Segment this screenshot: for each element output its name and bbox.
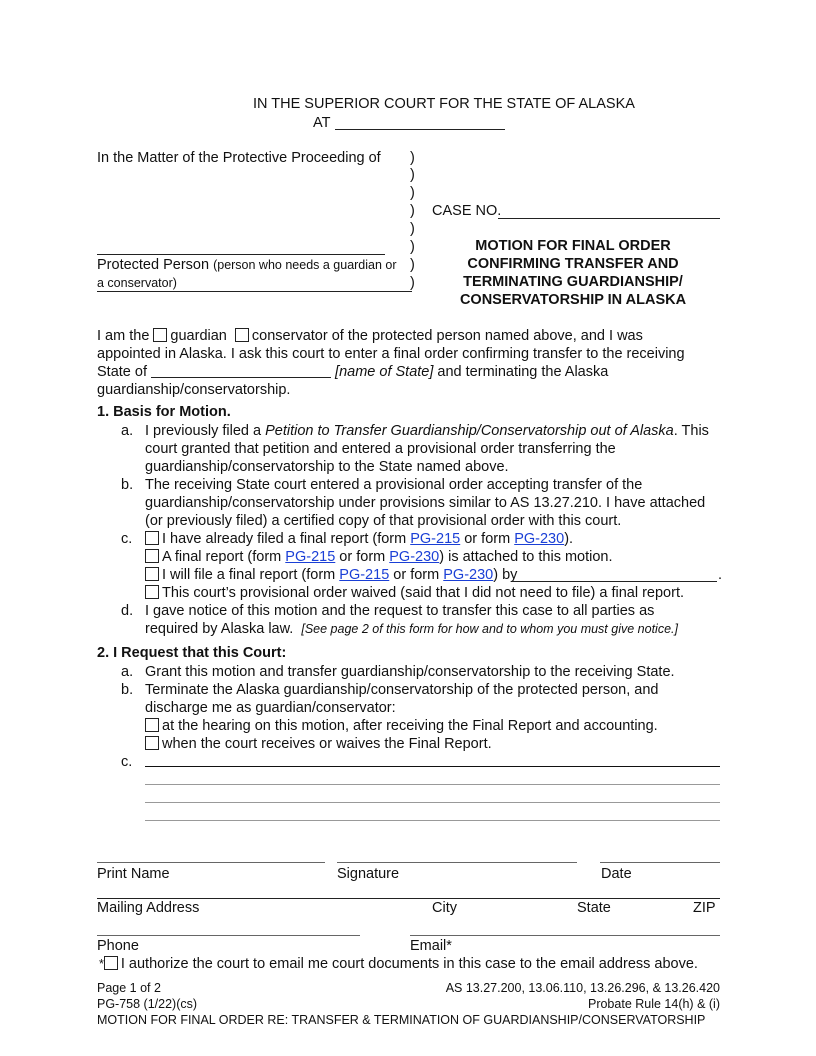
item-1b-line: The receiving State court entered a provisional order accepting transfer of the [145,477,643,493]
paren: ) [410,257,415,273]
when-received-checkbox[interactable] [145,736,159,750]
item-label: b. [121,477,134,493]
section-1-heading: 1. Basis for Motion. [97,404,231,420]
option-when-received: when the court receives or waives the Final Report. [145,736,492,753]
email-authorization: * I authorize the court to email me court documents in this case to the email address above. [99,956,698,972]
guardian-checkbox[interactable] [153,328,167,342]
signature-label: Signature [337,866,400,882]
item-label: a. [121,664,134,680]
paren: ) [410,150,415,166]
statutes: AS 13.27.200, 13.06.110, 13.26.296, & 13.26.420 [445,981,720,995]
phone-field[interactable] [97,935,360,936]
item-2a-line: Grant this motion and transfer guardianship/conservatorship to the receiving State. [145,664,675,680]
will-file-checkbox[interactable] [145,567,159,581]
at-hearing-checkbox[interactable] [145,718,159,732]
signature-field[interactable] [337,862,577,863]
intro-line-4: guardianship/conservatorship. [97,382,291,398]
zip-label: ZIP [693,900,716,916]
item-label: a. [121,423,134,439]
paren: ) [410,203,415,219]
document-title-line: CONFIRMING TRANSFER AND [467,256,679,272]
at-location-field[interactable] [335,129,505,130]
other-request-field[interactable] [145,802,720,803]
item-1b-line: guardianship/conservatorship under provisions similar to AS 13.27.210. I have attached [145,495,706,511]
item-label: d. [121,603,134,619]
print-name-label: Print Name [97,866,170,882]
paren: ) [410,275,415,291]
other-request-field[interactable] [145,784,720,785]
item-1a-line: court granted that petition and entered a provisional order transferring the [145,441,616,457]
item-1a-line: I previously filed a Petition to Transfer Guardianship/Conservatorship out of Alaska. This [145,423,709,439]
intro-line-2: appointed in Alaska. I ask this court to enter a final order confirming transfer to the receiving [97,346,685,362]
paren: ) [410,185,415,201]
item-1a-line: guardianship/conservatorship to the State named above. [145,459,509,475]
receiving-state-field[interactable] [151,364,331,378]
state-label: State [577,900,611,916]
matter-label: In the Matter of the Protective Proceeding of [97,150,381,166]
case-no-label: CASE NO. [432,203,502,219]
item-1d-line: I gave notice of this motion and the request to transfer this case to all parties as [145,603,655,619]
paren: ) [410,221,415,237]
phone-label: Phone [97,938,139,954]
pg-230-link[interactable]: PG-230 [514,531,565,547]
option-already-filed: I have already filed a final report (form PG-215 or form PG-230). [145,531,573,548]
attached-checkbox[interactable] [145,549,159,563]
mailing-address-field[interactable] [97,898,720,899]
document-title-line: CONSERVATORSHIP IN ALASKA [459,292,687,308]
paren: ) [410,167,415,183]
item-label: b. [121,682,134,698]
will-file-date-field[interactable] [512,581,717,582]
waived-checkbox[interactable] [145,585,159,599]
item-2b-line: discharge me as guardian/conservator: [145,700,396,716]
item-1d-line: required by Alaska law. [See page 2 of this form for how and to whom you must give notice.] [145,621,678,637]
protected-person-label: Protected Person (person who needs a guardian or [97,257,397,273]
underline [97,291,412,292]
document-title-line: MOTION FOR FINAL ORDER [475,238,671,254]
option-waived: This court’s provisional order waived (said that I did not need to file) a final report. [145,585,684,602]
email-label: Email* [410,938,452,954]
section-2-heading: 2. I Request that this Court: [97,645,287,661]
other-request-field[interactable] [145,820,720,821]
email-field[interactable] [410,935,720,936]
other-request-field[interactable] [145,766,720,767]
option-at-hearing: at the hearing on this motion, after receiving the Final Report and accounting. [145,718,658,735]
page-number: Page 1 of 2 [97,981,161,995]
paren: ) [410,239,415,255]
at-label: AT [313,115,331,131]
period: . [718,567,723,583]
pg-230-link[interactable]: PG-230 [443,567,494,583]
pg-230-link[interactable]: PG-230 [389,549,440,565]
court-heading: IN THE SUPERIOR COURT FOR THE STATE OF ALASKA [253,96,635,112]
conservator-checkbox[interactable] [235,328,249,342]
option-attached: A final report (form PG-215 or form PG-230) is attached to this motion. [145,549,613,566]
pg-215-link[interactable]: PG-215 [339,567,390,583]
probate-rule: Probate Rule 14(h) & (i) [587,997,720,1011]
item-label: c. [121,531,133,547]
intro-line-1: I am the guardian conservator of the protected person named above, and I was [97,328,643,344]
item-2b-line: Terminate the Alaska guardianship/conservatorship of the protected person, and [145,682,659,698]
date-field[interactable] [600,862,720,863]
protected-person-note: a conservator) [97,276,177,290]
case-no-field[interactable] [498,218,720,219]
intro-line-3: State of [name of State] and terminating the Alaska [97,364,609,380]
item-label: c. [121,754,133,770]
pg-215-link[interactable]: PG-215 [285,549,336,565]
email-authorization-checkbox[interactable] [104,956,118,970]
mailing-address-label: Mailing Address [97,900,200,916]
footer-title: MOTION FOR FINAL ORDER RE: TRANSFER & TERMINATION OF GUARDIANSHIP/CONSERVATORSHIP [97,1013,706,1027]
pg-215-link[interactable]: PG-215 [410,531,461,547]
protected-person-name-field[interactable] [97,254,385,255]
item-1b-line: (or previously filed) a certified copy of that provisional order with this court. [145,513,622,529]
date-label: Date [601,866,632,882]
already-filed-checkbox[interactable] [145,531,159,545]
print-name-field[interactable] [97,862,325,863]
form-number: PG-758 (1/22)(cs) [97,997,198,1011]
city-label: City [432,900,457,916]
document-title-line: TERMINATING GUARDIANSHIP/ [463,274,683,290]
option-will-file: I will file a final report (form PG-215 or form PG-230) by [145,567,517,584]
